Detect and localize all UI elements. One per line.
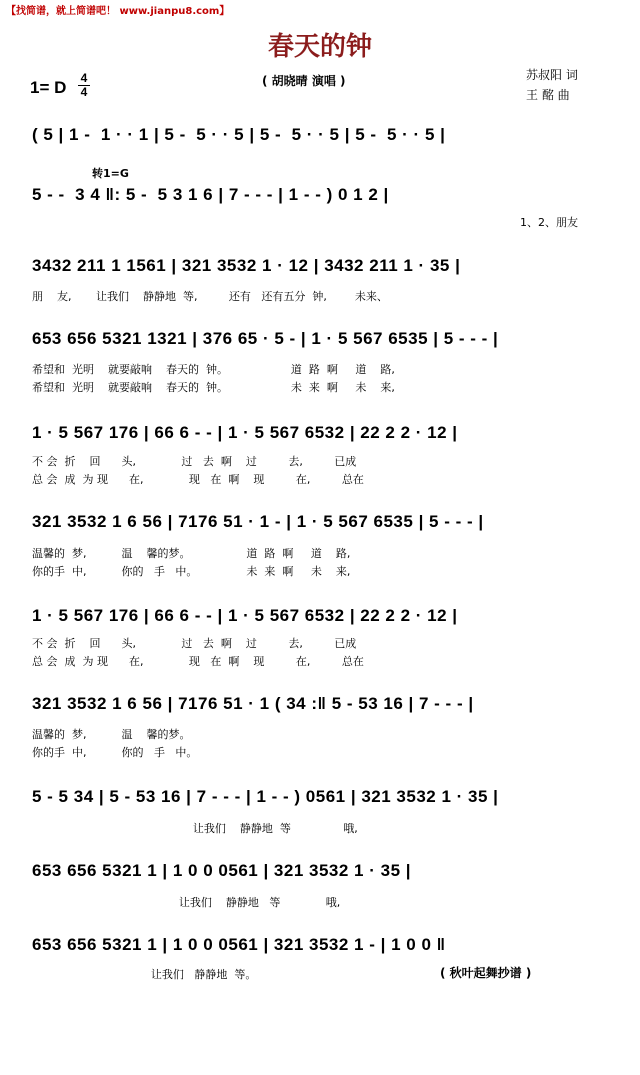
score-row: 653 656 5321 1 | 1 0 0 0561 | 321 3532 1 - | 1 0 0 ‖: [32, 935, 446, 954]
score-row: 1 · 5 567 176 | 66 6 - - | 1 · 5 567 6532 | 22 2 2 · 12 |: [32, 606, 458, 625]
score-row: 321 3532 1 6 56 | 7176 51 · 1 - | 1 · 5 567 6535 | 5 - - - |: [32, 512, 484, 531]
lyric-line: 温馨的 梦, 温 馨的梦。 道 路 啊 道 路,: [32, 547, 351, 560]
lyric-line: 希望和 光明 就要敲响 春天的 钟。 道 路 啊 道 路,: [32, 363, 395, 376]
time-signature: [78, 72, 90, 99]
lyric-line: 希望和 光明 就要敲响 春天的 钟。 未 来 啊 未 来,: [32, 381, 395, 394]
score-row: 3432 211 1 1561 | 321 3532 1 · 12 | 3432 211 1 · 35 |: [32, 256, 461, 275]
score-row: 5 - - 3 4 ‖: 5 - 5 3 1 6 | 7 - - - | 1 - - ) 0 1 2 |: [32, 185, 389, 204]
lyric-line: 让我们 静静地 等。: [32, 968, 257, 981]
score-row: 1 · 5 567 176 | 66 6 - - | 1 · 5 567 6532 | 22 2 2 · 12 |: [32, 423, 458, 442]
score-row: 5 - 5 34 | 5 - 53 16 | 7 - - - | 1 - - ) 0561 | 321 3532 1 · 35 |: [32, 787, 499, 806]
lyric-line: 总 会 成 为 现 在, 现 在 啊 现 在, 总在: [32, 473, 364, 486]
meter-bottom: 4: [78, 85, 90, 99]
lyric-line: 不 会 折 回 头, 过 去 啊 过 去, 已成: [32, 637, 357, 650]
meter-top: 4: [80, 71, 88, 85]
composer-credit: 王 酩 曲: [526, 88, 570, 102]
score-row: 653 656 5321 1321 | 376 65 · 5 - | 1 · 5 567 6535 | 5 - - - |: [32, 329, 499, 348]
score-row: 653 656 5321 1 | 1 0 0 0561 | 321 3532 1 · 35 |: [32, 861, 412, 880]
lyricist-credit: 苏叔阳 词: [526, 68, 578, 82]
lyric-pickup: 1、2、朋友: [520, 216, 578, 229]
lyric-line: 不 会 折 回 头, 过 去 啊 过 去, 已成: [32, 455, 357, 468]
singer-credit: ( 胡晓晴 演唱 ): [262, 74, 346, 88]
transcriber-signature: ( 秋叶起舞抄谱 ): [440, 966, 532, 980]
lyric-line: 让我们 静静地 等 哦,: [32, 822, 358, 835]
lyric-line: 朋 友, 让我们 静静地 等, 还有 还有五分 钟, 未来、: [32, 290, 388, 303]
modulation-mark: 转1=G: [92, 167, 129, 180]
lyric-line: 你的手 中, 你的 手 中。 未 来 啊 未 来,: [32, 565, 351, 578]
lyric-line: 你的手 中, 你的 手 中。: [32, 746, 198, 759]
lyric-line: 总 会 成 为 现 在, 现 在 啊 现 在, 总在: [32, 655, 364, 668]
lyric-line: 温馨的 梦, 温 馨的梦。: [32, 728, 191, 741]
song-title: 春天的钟: [267, 32, 372, 62]
key-signature: 1= D: [30, 78, 67, 97]
site-banner: 【找简谱，就上简谱吧！ www.jianpu8.com】: [6, 6, 230, 17]
score-row: ( 5 | 1 - 1 · · 1 | 5 - 5 · · 5 | 5 - 5 · · 5 | 5 - 5 · · 5 |: [32, 125, 446, 144]
score-row: 321 3532 1 6 56 | 7176 51 · 1 ( 34 :‖ 5 - 53 16 | 7 - - - |: [32, 694, 474, 713]
lyric-line: 让我们 静静地 等 哦,: [32, 896, 341, 909]
